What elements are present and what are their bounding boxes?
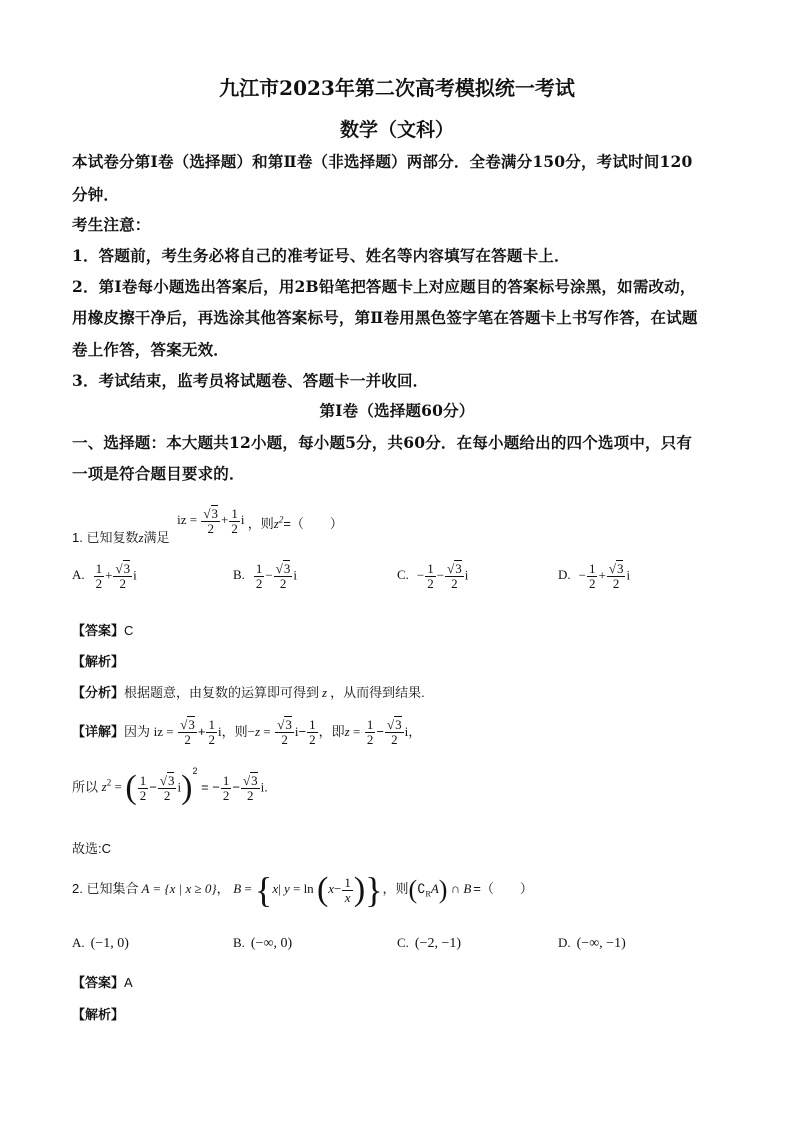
q2-complement: $(∁_RA)$ ∩ B xyxy=(408,875,472,904)
notice-2b: 用橡皮擦干净后，再选涂其他答案标号，第Ⅱ卷用黑色签字笔在答题卡上书写作答，在试题 xyxy=(72,308,698,327)
notice-1: 1．答题前，考生务必将自己的准考证号、姓名等内容填写在答题卡上． xyxy=(72,246,570,265)
q2-option-a: A. (−1, 0) xyxy=(72,935,129,951)
notice-2c: 卷上作答，答案无效． xyxy=(72,340,230,359)
q1-prefix: 1. 已知复数 xyxy=(72,530,139,546)
q2-option-b: B. (−∞, 0) xyxy=(233,935,293,951)
section-heading: 第Ⅰ卷（选择题60分） xyxy=(319,401,475,420)
notice-title: 考生注意： xyxy=(72,215,151,234)
q2-answer: 【答案】A xyxy=(72,975,133,990)
intro-line-1: 本试卷分第Ⅰ卷（选择题）和第Ⅱ卷（非选择题）两部分．全卷满分150分，考试时间120 xyxy=(72,152,693,171)
q1-mid: 满足 xyxy=(143,530,170,546)
page-subtitle: 数学（文科） xyxy=(339,119,454,141)
q1-option-c: C. − $\frac{1}{2}$ − $\frac{√3}{2}$ i xyxy=(397,561,469,591)
q1-choose: 故选:C xyxy=(72,841,112,856)
q1-option-a: A. $\frac{1}{2}$ + $\frac{√3}{2}$ i xyxy=(72,561,137,591)
q1-equation: iz = $\frac{√3}{2}$ + $\frac{1}{2}$ i xyxy=(177,506,248,536)
notice-3: 3．考试结束，监考员将试题卷、答题卡一并收回． xyxy=(72,371,429,390)
q2-stem: 2. 已知集合 A = {x | x ≥ 0}， B = {x| y = ln (x− $\frac{1}{x}$ )}，则$(∁_RA)$ ∩ B =（ ） xyxy=(72,870,533,910)
q1-therefore: 所以 $z^2$ = ( $\frac{1}{2}$ − $\frac{√3}{2}$ i)$^2$ = − $\frac{1}{2}$ − $\frac{√3}{2}$ i. xyxy=(72,766,268,806)
q1-answer: 【答案】C xyxy=(72,623,134,638)
q2-analysis-label: 【解析】 xyxy=(72,1007,125,1022)
q1-fenxi: 【分析】根据题意，由复数的运算即可得到 z ，从而得到结果. xyxy=(72,685,425,700)
q1-var-z: z xyxy=(138,530,144,546)
q1-option-d: D. − $\frac{1}{2}$ + $\frac{√3}{2}$ i xyxy=(558,561,631,591)
q1-option-b: B. $\frac{1}{2}$ − $\frac{√3}{2}$ i xyxy=(233,561,298,591)
q1-end: =（ ） xyxy=(283,516,343,532)
section-line-2: 一项是符合题目要求的． xyxy=(72,464,245,483)
q1-stem xyxy=(72,506,343,546)
notice-2a: 2．第Ⅰ卷每小题选出答案后，用2B铅笔把答题卡上对应题目的答案标号涂黑，如需改动， xyxy=(72,277,696,296)
q2-set-b: B = {x| y = ln (x− $\frac{1}{x}$ )} xyxy=(233,870,383,910)
page-title: 九江市2023年第二次高考模拟统一考试 xyxy=(219,76,575,100)
q1-detail: 【详解】因为 iz = $\frac{√3}{2}$ + $\frac{1}{2}$ i，则−z = $\frac{√3}{2}$ i− $\frac{1}{2}$ ，即z = $\frac{1}{2}$ − $\frac{√3}{2}$ i， xyxy=(72,717,422,747)
intro-line-2: 分钟． xyxy=(72,185,120,204)
q1-z-squared: $z^2$ xyxy=(273,515,284,532)
q1-analysis-label: 【解析】 xyxy=(72,654,125,669)
q2-option-c: C. (−2, −1) xyxy=(397,935,462,951)
q2-set-a: A = {x | x ≥ 0} xyxy=(141,880,217,896)
section-line-1: 一、选择题：本大题共12小题，每小题5分，共60分．在每小题给出的四个选项中，只有 xyxy=(72,433,693,452)
q1-then: ，则 xyxy=(247,516,274,532)
q2-option-d: D. (−∞, −1) xyxy=(558,935,626,951)
